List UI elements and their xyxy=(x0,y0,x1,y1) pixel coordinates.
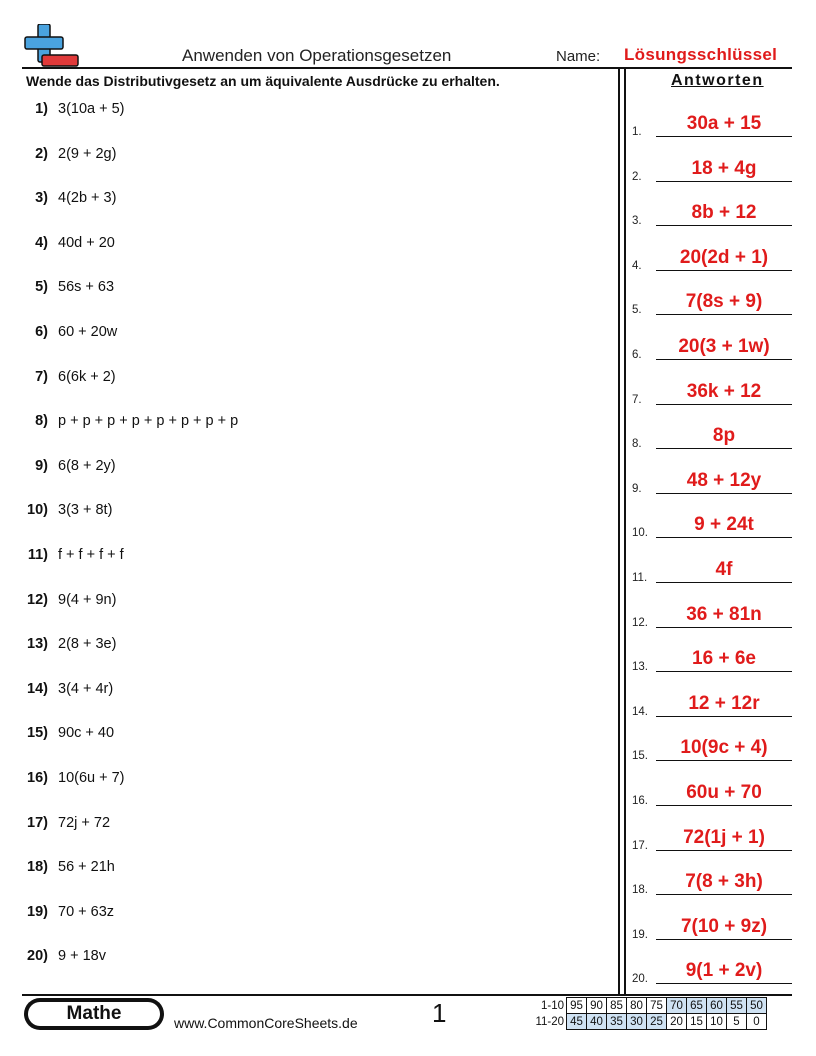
score-row xyxy=(528,998,767,1014)
answer-value: 7(8s + 9) xyxy=(685,291,763,313)
answer-item xyxy=(632,826,792,852)
problem-number: 17) xyxy=(27,814,48,831)
problem-number: 12) xyxy=(27,591,48,608)
answer-number: 1. xyxy=(632,126,642,138)
score-cell: 30 xyxy=(627,1014,647,1030)
answer-item xyxy=(632,380,792,406)
answer-line xyxy=(656,894,792,895)
score-cell: 70 xyxy=(667,998,687,1014)
problem-number: 9) xyxy=(35,457,48,474)
score-cell: 85 xyxy=(607,998,627,1014)
site-url: www.CommonCoreSheets.de xyxy=(174,1015,358,1031)
answer-value: 36k + 12 xyxy=(686,380,762,402)
answers-heading: Antworten xyxy=(671,72,764,89)
answer-item xyxy=(632,558,792,584)
problem-number: 6) xyxy=(35,324,48,340)
answer-number: 20. xyxy=(632,973,648,986)
answer-number: 15. xyxy=(632,750,648,763)
answer-item xyxy=(632,112,792,138)
answer-line xyxy=(656,359,792,360)
score-cell: 5 xyxy=(727,1014,747,1030)
answer-value: 18 + 4g xyxy=(691,157,757,179)
answer-line xyxy=(656,582,792,583)
score-row xyxy=(528,1014,767,1030)
problem-number: 18) xyxy=(27,859,48,876)
problem-expression: 6(6k + 2) xyxy=(58,368,116,385)
problem-expression: 6(8 + 2y) xyxy=(58,457,116,474)
answer-value: 7(10 + 9z) xyxy=(680,915,768,937)
problem-expression: p + p + p + p + p + p + p + p xyxy=(58,413,239,430)
answer-value: 48 + 12y xyxy=(686,469,762,491)
answer-line xyxy=(656,983,792,984)
score-cell: 95 xyxy=(567,998,587,1014)
answer-number: 2. xyxy=(632,170,642,183)
score-cell: 40 xyxy=(587,1014,607,1030)
score-cell: 20 xyxy=(667,1014,687,1030)
header-rule xyxy=(22,67,792,69)
problem-expression: 9(4 + 9n) xyxy=(58,591,117,608)
answer-value: 8b + 12 xyxy=(691,202,757,224)
problem-number: 5) xyxy=(35,279,48,296)
score-cell: 80 xyxy=(627,998,647,1014)
answer-value: 30a + 15 xyxy=(686,113,762,134)
problem-number: 20) xyxy=(27,948,48,965)
problem-number: 11) xyxy=(27,547,48,563)
score-cell: 75 xyxy=(647,998,667,1014)
problem-number: 19) xyxy=(27,903,48,920)
answer-number: 5. xyxy=(632,304,642,317)
score-table xyxy=(528,997,767,1030)
answer-value: 4f xyxy=(715,559,733,580)
problem-expression: 10(6u + 7) xyxy=(58,770,125,786)
problem-expression: 72j + 72 xyxy=(58,814,111,831)
problem-number: 15) xyxy=(27,725,48,742)
problem-number: 4) xyxy=(35,234,48,251)
answer-line xyxy=(656,404,792,405)
problem-expression: 56s + 63 xyxy=(58,279,115,296)
problem-expression: f + f + f + f xyxy=(58,547,124,563)
problem-number: 16) xyxy=(27,770,48,786)
page-number: 1 xyxy=(432,998,447,1028)
answer-value: 7(8 + 3h) xyxy=(685,871,763,893)
score-row-label: 1-10 xyxy=(540,999,564,1012)
answer-line xyxy=(656,627,792,628)
score-cell: 60 xyxy=(707,998,727,1014)
problem-expression: 2(8 + 3e) xyxy=(58,636,117,653)
problem-expression: 90c + 40 xyxy=(58,725,115,742)
answer-number: 14. xyxy=(632,705,648,718)
score-cell: 55 xyxy=(727,998,747,1014)
problem-expression: 9 + 18v xyxy=(58,948,106,965)
answer-item xyxy=(632,246,792,272)
answer-line xyxy=(656,225,792,226)
answer-line xyxy=(656,314,792,315)
answer-line xyxy=(656,716,792,717)
problem-expression: 56 + 21h xyxy=(58,859,115,876)
problem-expression: 3(4 + 4r) xyxy=(58,680,114,697)
problem-number: 7) xyxy=(35,368,48,385)
answer-line xyxy=(656,671,792,672)
answer-number: 3. xyxy=(632,215,642,228)
answer-number: 9. xyxy=(632,482,642,495)
answer-item xyxy=(632,157,792,183)
answer-number: 13. xyxy=(632,661,648,674)
answer-number: 8. xyxy=(632,438,642,451)
name-label: Name: xyxy=(556,48,601,65)
answer-value: 16 + 6e xyxy=(692,648,756,670)
answer-line xyxy=(656,136,792,137)
score-cell: 90 xyxy=(587,998,607,1014)
answer-line xyxy=(656,537,792,538)
problem-expression: 3(10a + 5) xyxy=(58,101,125,117)
plus-minus-logo-icon xyxy=(22,24,80,68)
answer-item xyxy=(632,335,792,361)
problem-number: 13) xyxy=(27,636,48,653)
problem-number: 8) xyxy=(35,413,48,430)
problem-expression: 40d + 20 xyxy=(58,234,115,251)
answer-line xyxy=(656,493,792,494)
answer-item xyxy=(632,959,792,985)
answer-line xyxy=(656,270,792,271)
score-cell: 15 xyxy=(687,1014,707,1030)
answer-number: 18. xyxy=(632,884,648,897)
score-cell: 35 xyxy=(607,1014,627,1030)
score-cell: 25 xyxy=(647,1014,667,1030)
score-cell: 45 xyxy=(567,1014,587,1030)
problem-expression: 4(2b + 3) xyxy=(58,190,117,207)
answer-item xyxy=(632,603,792,629)
answer-item xyxy=(632,736,792,762)
answer-line xyxy=(656,805,792,806)
problem-number: 2) xyxy=(35,145,48,162)
answer-item xyxy=(632,469,792,495)
score-cell: 50 xyxy=(747,998,767,1014)
answer-line xyxy=(656,181,792,182)
score-row-label: 11-20 xyxy=(535,1015,564,1028)
answer-item xyxy=(632,424,792,450)
answer-value: 9(1 + 2v) xyxy=(685,960,763,982)
answer-value: 9 + 24t xyxy=(694,514,754,536)
answer-number: 17. xyxy=(632,839,648,852)
answer-value: 72(1j + 1) xyxy=(683,826,765,848)
problem-number: 1) xyxy=(35,101,48,117)
problem-expression: 3(3 + 8t) xyxy=(58,502,113,519)
answer-number: 10. xyxy=(632,527,648,540)
answer-item xyxy=(632,692,792,718)
answer-item xyxy=(632,647,792,673)
problem-number: 10) xyxy=(27,502,48,519)
answer-key-label: Lösungsschlüssel xyxy=(624,45,778,64)
answer-number: 11. xyxy=(632,572,648,584)
answer-value: 20(2d + 1) xyxy=(679,246,769,268)
answer-number: 16. xyxy=(632,795,648,807)
answer-item xyxy=(632,781,792,807)
problem-number: 14) xyxy=(27,680,48,697)
subject-badge-label: Mathe xyxy=(28,1002,160,1026)
problem-number: 3) xyxy=(35,190,48,207)
answer-item xyxy=(632,870,792,896)
answer-line xyxy=(656,448,792,449)
answer-line xyxy=(656,850,792,851)
answer-item xyxy=(632,201,792,227)
answer-value: 12 + 12r xyxy=(688,692,760,714)
answer-item xyxy=(632,915,792,941)
score-cell: 10 xyxy=(707,1014,727,1030)
answer-value: 10(9c + 4) xyxy=(680,737,768,759)
answer-value: 8p xyxy=(712,425,736,447)
subject-badge xyxy=(24,998,164,1030)
instructions: Wende das Distributivgesetz an um äquivalente Ausdrücke zu erhalten. xyxy=(26,73,500,89)
answer-number: 7. xyxy=(632,393,642,406)
answer-value: 20(3 + 1w) xyxy=(678,336,770,357)
answer-value: 36 + 81n xyxy=(686,603,762,625)
problem-expression: 70 + 63z xyxy=(58,903,115,920)
answer-value: 60u + 70 xyxy=(686,782,762,803)
score-cell: 65 xyxy=(687,998,707,1014)
footer-rule xyxy=(22,994,792,996)
answer-number: 12. xyxy=(632,616,648,629)
answer-item xyxy=(632,513,792,539)
answer-number: 6. xyxy=(632,349,642,361)
answer-line xyxy=(656,760,792,761)
answer-item xyxy=(632,290,792,316)
answer-line xyxy=(656,939,792,940)
page-title: Anwenden von Operationsgesetzen xyxy=(182,46,452,65)
problem-expression: 2(9 + 2g) xyxy=(58,145,117,162)
score-cell: 0 xyxy=(747,1014,767,1030)
problem-expression: 60 + 20w xyxy=(58,324,118,340)
answer-number: 19. xyxy=(632,928,648,941)
answer-number: 4. xyxy=(632,259,642,272)
